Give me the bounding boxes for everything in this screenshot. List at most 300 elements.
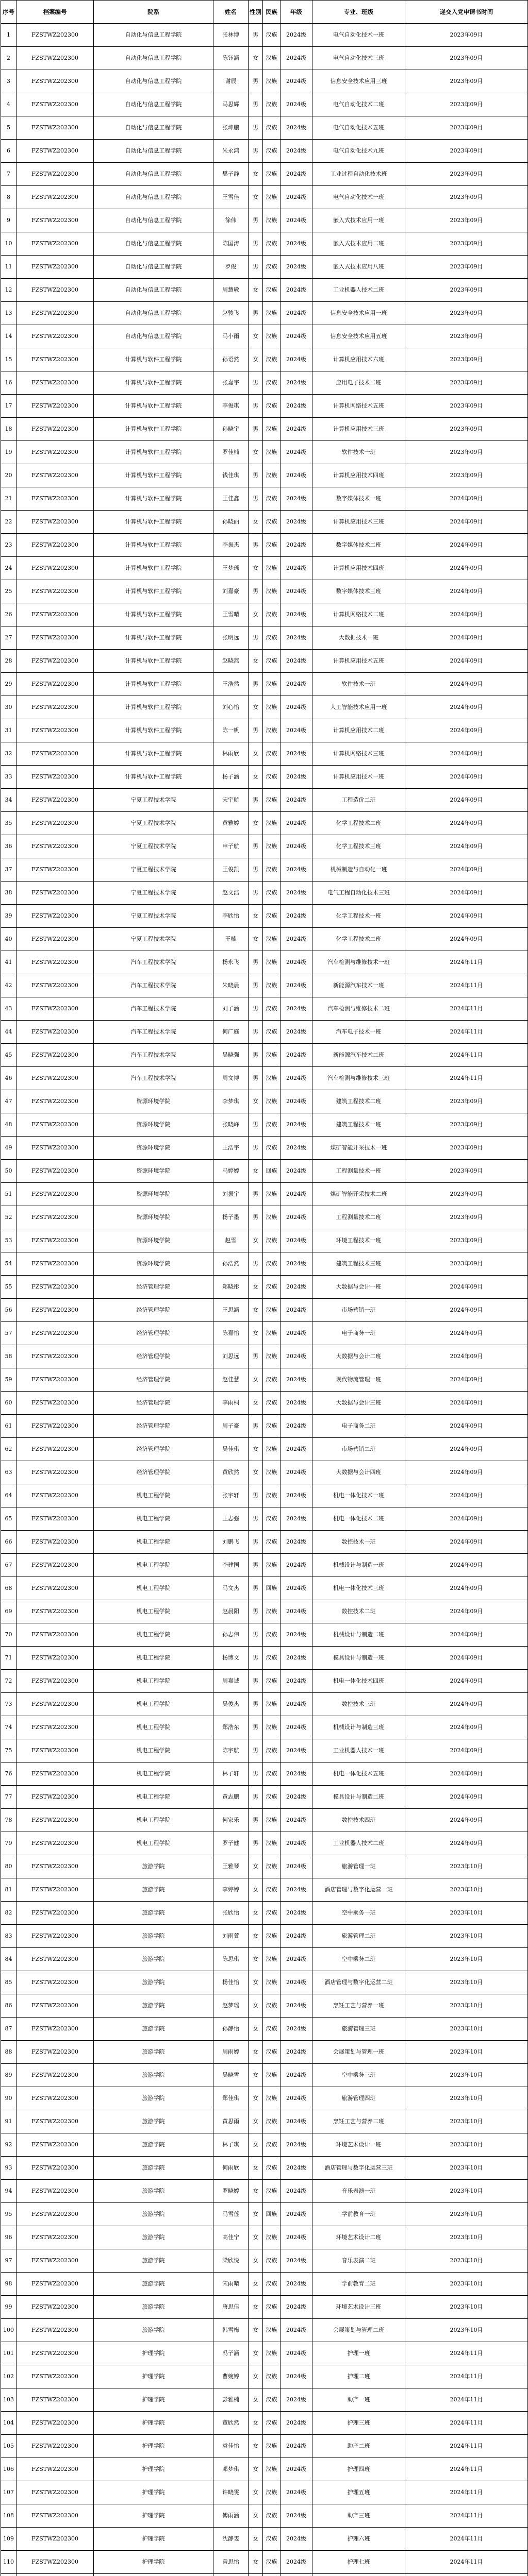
table-row	[1, 2319, 528, 2342]
cell-department: 护理学院	[94, 2481, 213, 2504]
cell-index: 70	[1, 1623, 16, 1647]
cell-application-date: 2024年09月	[405, 1554, 528, 1577]
cell-archive-number: FZSTWZ202300	[16, 2458, 94, 2481]
table-row	[1, 1670, 528, 1693]
cell-ethnicity: 汉族	[263, 696, 280, 719]
cell-major-class: 计算机应用技术一班	[312, 766, 405, 789]
cell-archive-number: FZSTWZ202300	[16, 1113, 94, 1137]
cell-archive-number: FZSTWZ202300	[16, 905, 94, 928]
cell-index: 69	[1, 1600, 16, 1623]
table-row	[1, 1183, 528, 1206]
cell-grade: 2024级	[280, 279, 312, 302]
cell-gender: 女	[249, 1971, 263, 1994]
header-ethnicity: 民族	[263, 1, 280, 24]
table-row	[1, 1137, 528, 1160]
cell-gender: 男	[249, 418, 263, 441]
cell-ethnicity: 汉族	[263, 256, 280, 279]
cell-ethnicity: 汉族	[263, 812, 280, 835]
cell-ethnicity: 汉族	[263, 1183, 280, 1206]
cell-ethnicity: 汉族	[263, 1531, 280, 1554]
cell-name: 马小雨	[213, 325, 249, 348]
cell-index: 58	[1, 1345, 16, 1368]
cell-name: 黄欣然	[213, 1461, 249, 1484]
cell-name: 钱佳琪	[213, 464, 249, 487]
cell-grade: 2024级	[280, 1368, 312, 1392]
cell-gender: 男	[249, 116, 263, 140]
cell-name: 林雨欣	[213, 742, 249, 766]
cell-major-class: 计算机应用技术四班	[312, 464, 405, 487]
cell-archive-number: FZSTWZ202300	[16, 232, 94, 256]
cell-gender: 女	[249, 2388, 263, 2412]
cell-department: 计算机与软件工程学院	[94, 487, 213, 511]
cell-gender: 女	[249, 2319, 263, 2342]
cell-ethnicity: 汉族	[263, 1067, 280, 1090]
cell-gender: 女	[249, 2180, 263, 2203]
table-row	[1, 2110, 528, 2133]
cell-application-date: 2024年09月	[405, 1299, 528, 1322]
cell-department: 自动化与信息工程学院	[94, 256, 213, 279]
cell-application-date: 2024年11月	[405, 2435, 528, 2458]
cell-index: 74	[1, 1716, 16, 1739]
cell-index: 108	[1, 2504, 16, 2528]
table-row	[1, 24, 528, 47]
cell-grade: 2024级	[280, 487, 312, 511]
cell-gender: 女	[249, 2481, 263, 2504]
cell-gender: 女	[249, 2249, 263, 2273]
cell-major-class: 软件技术一班	[312, 441, 405, 464]
cell-archive-number: FZSTWZ202300	[16, 302, 94, 325]
cell-application-date: 2024年09月	[405, 905, 528, 928]
cell-application-date: 2024年09月	[405, 766, 528, 789]
cell-ethnicity: 汉族	[263, 116, 280, 140]
cell-gender: 男	[249, 24, 263, 47]
cell-archive-number: FZSTWZ202300	[16, 1577, 94, 1600]
cell-name: 黄思雨	[213, 2110, 249, 2133]
cell-grade: 2024级	[280, 2458, 312, 2481]
cell-gender: 男	[249, 70, 263, 93]
cell-archive-number: FZSTWZ202300	[16, 719, 94, 742]
cell-application-date: 2023年10月	[405, 2226, 528, 2249]
cell-gender: 女	[249, 2226, 263, 2249]
cell-grade: 2024级	[280, 1554, 312, 1577]
cell-grade: 2024级	[280, 1392, 312, 1415]
cell-archive-number: FZSTWZ202300	[16, 1252, 94, 1276]
cell-name: 李婷婷	[213, 1878, 249, 1902]
cell-major-class: 机电一体化技术五班	[312, 1762, 405, 1786]
cell-major-class: 护理一班	[312, 2342, 405, 2365]
cell-application-date: 2023年09月	[405, 302, 528, 325]
cell-department	[94, 2574, 213, 2576]
table-row	[1, 1206, 528, 1229]
table-row	[1, 951, 528, 974]
cell-major-class: 护理三班	[312, 2412, 405, 2435]
table-row	[1, 93, 528, 116]
header-archive-number: 档案编号	[16, 1, 94, 24]
cell-ethnicity: 汉族	[263, 742, 280, 766]
table-row	[1, 1021, 528, 1044]
cell-ethnicity: 汉族	[263, 1670, 280, 1693]
cell-grade: 2024级	[280, 534, 312, 557]
cell-major-class: 新能源汽车技术二班	[312, 1044, 405, 1067]
cell-index: 45	[1, 1044, 16, 1067]
cell-grade: 2024级	[280, 2319, 312, 2342]
cell-application-date: 2024年09月	[405, 1276, 528, 1299]
cell-name: 孙静怡	[213, 2018, 249, 2041]
cell-name: 李欣怡	[213, 905, 249, 928]
cell-archive-number: FZSTWZ202300	[16, 2133, 94, 2157]
cell-grade: 2024级	[280, 2203, 312, 2226]
cell-ethnicity: 汉族	[263, 1322, 280, 1345]
cell-grade: 2024级	[280, 1902, 312, 1925]
cell-index: 96	[1, 2226, 16, 2249]
cell-gender: 男	[249, 1345, 263, 1368]
cell-grade: 2024级	[280, 2087, 312, 2110]
cell-archive-number: FZSTWZ202300	[16, 2157, 94, 2180]
cell-ethnicity: 汉族	[263, 1415, 280, 1438]
cell-ethnicity: 汉族	[263, 1461, 280, 1484]
cell-grade: 2024级	[280, 24, 312, 47]
cell-ethnicity: 汉族	[263, 163, 280, 186]
cell-name: 冯子涵	[213, 2342, 249, 2365]
cell-index: 106	[1, 2458, 16, 2481]
cell-department: 机电工程学院	[94, 1786, 213, 1809]
cell-index: 57	[1, 1322, 16, 1345]
cell-ethnicity: 汉族	[263, 1693, 280, 1716]
cell-major-class: 建筑工程技术三班	[312, 1252, 405, 1276]
table-row	[1, 1902, 528, 1925]
cell-gender: 女	[249, 441, 263, 464]
cell-department: 计算机与软件工程学院	[94, 395, 213, 418]
cell-major-class: 旅游管理四班	[312, 2087, 405, 2110]
cell-name: 郑浩东	[213, 1716, 249, 1739]
cell-name: 朱晓晨	[213, 974, 249, 997]
cell-major-class: 市场营销一班	[312, 1299, 405, 1322]
cell-department: 机电工程学院	[94, 1554, 213, 1577]
cell-application-date: 2024年09月	[405, 487, 528, 511]
cell-index: 99	[1, 2296, 16, 2319]
cell-name: 陈一帆	[213, 719, 249, 742]
cell-gender: 男	[249, 580, 263, 603]
cell-grade: 2024级	[280, 997, 312, 1021]
cell-gender: 女	[249, 1322, 263, 1345]
cell-ethnicity: 汉族	[263, 487, 280, 511]
table-row	[1, 1600, 528, 1623]
cell-grade: 2024级	[280, 2528, 312, 2551]
cell-department: 护理学院	[94, 2435, 213, 2458]
cell-name: 孙晓丽	[213, 511, 249, 534]
cell-archive-number: FZSTWZ202300	[16, 2296, 94, 2319]
cell-major-class: 学前教育一班	[312, 2203, 405, 2226]
table-row	[1, 348, 528, 371]
cell-gender: 男	[249, 1183, 263, 1206]
table-row	[1, 232, 528, 256]
cell-ethnicity: 汉族	[263, 603, 280, 626]
cell-grade: 2024级	[280, 2551, 312, 2574]
cell-index: 88	[1, 2041, 16, 2064]
cell-ethnicity: 汉族	[263, 93, 280, 116]
cell-name: 宋宇航	[213, 789, 249, 812]
cell-archive-number: FZSTWZ202300	[16, 1902, 94, 1925]
cell-ethnicity: 汉族	[263, 1113, 280, 1137]
cell-index: 56	[1, 1299, 16, 1322]
cell-major-class: 护理二班	[312, 2365, 405, 2388]
cell-name: 罗俊	[213, 256, 249, 279]
table-row	[1, 997, 528, 1021]
cell-name: 袁佳怡	[213, 2435, 249, 2458]
table-row	[1, 279, 528, 302]
cell-department: 机电工程学院	[94, 1739, 213, 1762]
cell-department: 计算机与软件工程学院	[94, 719, 213, 742]
header-grade: 年级	[280, 1, 312, 24]
cell-grade: 2024级	[280, 580, 312, 603]
cell-archive-number: FZSTWZ202300	[16, 557, 94, 580]
cell-name: 何广庭	[213, 1021, 249, 1044]
cell-ethnicity: 汉族	[263, 1786, 280, 1809]
cell-grade: 2024级	[280, 1067, 312, 1090]
cell-application-date: 2023年10月	[405, 2296, 528, 2319]
table-row	[1, 1716, 528, 1739]
cell-ethnicity: 汉族	[263, 1925, 280, 1948]
cell-gender: 女	[249, 1461, 263, 1484]
cell-application-date: 2023年09月	[405, 395, 528, 418]
cell-archive-number: FZSTWZ202300	[16, 487, 94, 511]
cell-name: 杨子墨	[213, 1206, 249, 1229]
cell-application-date: 2023年09月	[405, 140, 528, 163]
cell-name: 张宇轩	[213, 1484, 249, 1507]
cell-index: 4	[1, 93, 16, 116]
cell-gender: 男	[249, 256, 263, 279]
cell-index: 65	[1, 1507, 16, 1531]
cell-index: 85	[1, 1971, 16, 1994]
cell-major-class: 机械设计与制造一班	[312, 1554, 405, 1577]
cell-department: 计算机与软件工程学院	[94, 464, 213, 487]
cell-index: 17	[1, 395, 16, 418]
cell-major-class: 电气自动化技术一班	[312, 186, 405, 209]
table-row	[1, 1577, 528, 1600]
cell-grade: 2024级	[280, 951, 312, 974]
cell-ethnicity: 汉族	[263, 1600, 280, 1623]
cell-department: 汽车工程技术学院	[94, 974, 213, 997]
cell-application-date: 2023年10月	[405, 1902, 528, 1925]
cell-department: 旅游学院	[94, 2249, 213, 2273]
table-row	[1, 1461, 528, 1484]
cell-ethnicity: 汉族	[263, 464, 280, 487]
cell-archive-number: FZSTWZ202300	[16, 835, 94, 858]
cell-ethnicity: 汉族	[263, 1623, 280, 1647]
cell-index: 62	[1, 1438, 16, 1461]
cell-ethnicity: 汉族	[263, 1484, 280, 1507]
cell-name: 马婷婷	[213, 1160, 249, 1183]
cell-index: 29	[1, 673, 16, 696]
cell-gender: 女	[249, 1878, 263, 1902]
cell-archive-number: FZSTWZ202300	[16, 1322, 94, 1345]
cell-gender: 男	[249, 1206, 263, 1229]
cell-department: 计算机与软件工程学院	[94, 696, 213, 719]
cell-application-date: 2024年09月	[405, 858, 528, 882]
cell-department: 护理学院	[94, 2551, 213, 2574]
cell-gender: 男	[249, 673, 263, 696]
cell-grade: 2024级	[280, 974, 312, 997]
cell-grade: 2024级	[280, 1878, 312, 1902]
cell-application-date: 2023年09月	[405, 93, 528, 116]
party-application-table	[1, 0, 528, 2576]
cell-ethnicity: 汉族	[263, 2528, 280, 2551]
cell-major-class: 数控技术四班	[312, 1809, 405, 1832]
cell-index: 44	[1, 1021, 16, 1044]
cell-application-date: 2024年09月	[405, 1438, 528, 1461]
cell-ethnicity: 回族	[263, 1577, 280, 1600]
cell-gender: 女	[249, 2087, 263, 2110]
cell-index: 12	[1, 279, 16, 302]
table-row	[1, 395, 528, 418]
cell-index: 6	[1, 140, 16, 163]
cell-gender: 男	[249, 1832, 263, 1855]
table-row	[1, 2435, 528, 2458]
cell-index: 109	[1, 2528, 16, 2551]
cell-grade: 2024级	[280, 835, 312, 858]
table-row	[1, 1809, 528, 1832]
cell-index: 79	[1, 1832, 16, 1855]
cell-ethnicity: 汉族	[263, 2504, 280, 2528]
cell-grade: 2024级	[280, 2110, 312, 2133]
cell-ethnicity: 汉族	[263, 1276, 280, 1299]
cell-grade: 2024级	[280, 2180, 312, 2203]
cell-name: 孙晓宇	[213, 418, 249, 441]
cell-application-date: 2024年09月	[405, 1670, 528, 1693]
cell-application-date: 2024年09月	[405, 1484, 528, 1507]
cell-name: 何雨欣	[213, 2157, 249, 2180]
cell-ethnicity: 汉族	[263, 905, 280, 928]
cell-ethnicity: 汉族	[263, 1044, 280, 1067]
cell-gender: 男	[249, 1044, 263, 1067]
cell-name: 吴佳琪	[213, 1438, 249, 1461]
cell-application-date: 2024年09月	[405, 1832, 528, 1855]
cell-major-class: 环境艺术设计二班	[312, 2226, 405, 2249]
cell-grade: 2024级	[280, 1670, 312, 1693]
cell-archive-number: FZSTWZ202300	[16, 1554, 94, 1577]
cell-ethnicity: 汉族	[263, 186, 280, 209]
cell-application-date: 2023年09月	[405, 348, 528, 371]
cell-department: 机电工程学院	[94, 1809, 213, 1832]
cell-major-class: 工程造价二班	[312, 789, 405, 812]
cell-department: 计算机与软件工程学院	[94, 673, 213, 696]
table-row	[1, 2365, 528, 2388]
cell-archive-number: FZSTWZ202300	[16, 789, 94, 812]
cell-major-class: 电气工程自动化技术三班	[312, 882, 405, 905]
cell-archive-number: FZSTWZ202300	[16, 580, 94, 603]
cell-ethnicity: 汉族	[263, 1855, 280, 1878]
cell-name: 曹婉婷	[213, 2365, 249, 2388]
cell-department: 护理学院	[94, 2504, 213, 2528]
cell-name: 唐思佳	[213, 2296, 249, 2319]
cell-ethnicity: 汉族	[263, 1902, 280, 1925]
table-row	[1, 534, 528, 557]
cell-gender: 女	[249, 2064, 263, 2087]
cell-ethnicity: 汉族	[263, 1878, 280, 1902]
cell-name: 周慧敏	[213, 279, 249, 302]
cell-grade: 2024级	[280, 1994, 312, 2018]
cell-gender: 女	[249, 1994, 263, 2018]
cell-application-date: 2023年09月	[405, 70, 528, 93]
cell-name: 张明远	[213, 626, 249, 650]
cell-index: 71	[1, 1647, 16, 1670]
table-row	[1, 371, 528, 395]
cell-gender: 男	[249, 1507, 263, 1531]
cell-archive-number: FZSTWZ202300	[16, 1507, 94, 1531]
cell-grade: 2024级	[280, 905, 312, 928]
cell-archive-number: FZSTWZ202300	[16, 974, 94, 997]
cell-index: 76	[1, 1762, 16, 1786]
cell-grade: 2024级	[280, 1206, 312, 1229]
cell-major-class: 汽车检测与维修技术一班	[312, 951, 405, 974]
cell-grade: 2024级	[280, 1160, 312, 1183]
cell-name: 沈静雯	[213, 2528, 249, 2551]
cell-index: 43	[1, 997, 16, 1021]
cell-grade: 2024级	[280, 2133, 312, 2157]
cell-major-class: 工业机器人技术一班	[312, 1739, 405, 1762]
cell-major-class: 护理七班	[312, 2551, 405, 2574]
cell-ethnicity: 汉族	[263, 1438, 280, 1461]
cell-gender: 男	[249, 534, 263, 557]
table-row	[1, 1090, 528, 1113]
cell-ethnicity: 汉族	[263, 371, 280, 395]
cell-ethnicity: 汉族	[263, 140, 280, 163]
table-row	[1, 70, 528, 93]
cell-name: 赵梦瑶	[213, 1994, 249, 2018]
table-row	[1, 302, 528, 325]
cell-gender: 男	[249, 997, 263, 1021]
cell-application-date: 2023年09月	[405, 1252, 528, 1276]
cell-application-date: 2024年09月	[405, 1647, 528, 1670]
cell-gender: 女	[249, 812, 263, 835]
cell-grade: 2024级	[280, 1507, 312, 1531]
cell-major-class: 大数据技术一班	[312, 626, 405, 650]
cell-application-date: 2024年09月	[405, 1345, 528, 1368]
cell-grade: 2024级	[280, 1137, 312, 1160]
cell-application-date: 2023年10月	[405, 2041, 528, 2064]
cell-ethnicity: 汉族	[263, 534, 280, 557]
cell-name: 王浩然	[213, 673, 249, 696]
cell-department: 自动化与信息工程学院	[94, 186, 213, 209]
table-row	[1, 1554, 528, 1577]
cell-department: 旅游学院	[94, 1878, 213, 1902]
cell-name: 孙语然	[213, 348, 249, 371]
cell-ethnicity	[263, 2574, 280, 2576]
cell-application-date: 2024年09月	[405, 1600, 528, 1623]
cell-grade: 2024级	[280, 557, 312, 580]
cell-grade: 2024级	[280, 1531, 312, 1554]
cell-archive-number: FZSTWZ202300	[16, 1878, 94, 1902]
cell-major-class: 音乐表演二班	[312, 2249, 405, 2273]
cell-ethnicity: 汉族	[263, 2296, 280, 2319]
cell-major-class: 助产一班	[312, 2388, 405, 2412]
cell-name: 罗子健	[213, 1832, 249, 1855]
cell-gender: 女	[249, 2133, 263, 2157]
cell-gender: 男	[249, 719, 263, 742]
cell-grade: 2024级	[280, 1577, 312, 1600]
cell-ethnicity: 汉族	[263, 719, 280, 742]
cell-index: 31	[1, 719, 16, 742]
cell-gender: 女	[249, 2528, 263, 2551]
cell-department: 机电工程学院	[94, 1484, 213, 1507]
cell-archive-number: FZSTWZ202300	[16, 1994, 94, 2018]
table-row	[1, 116, 528, 140]
cell-major-class: 大数据与会计四班	[312, 1461, 405, 1484]
table-row	[1, 673, 528, 696]
cell-major-class: 机械设计与制造三班	[312, 1716, 405, 1739]
cell-gender: 男	[249, 835, 263, 858]
cell-application-date: 2024年09月	[405, 812, 528, 835]
